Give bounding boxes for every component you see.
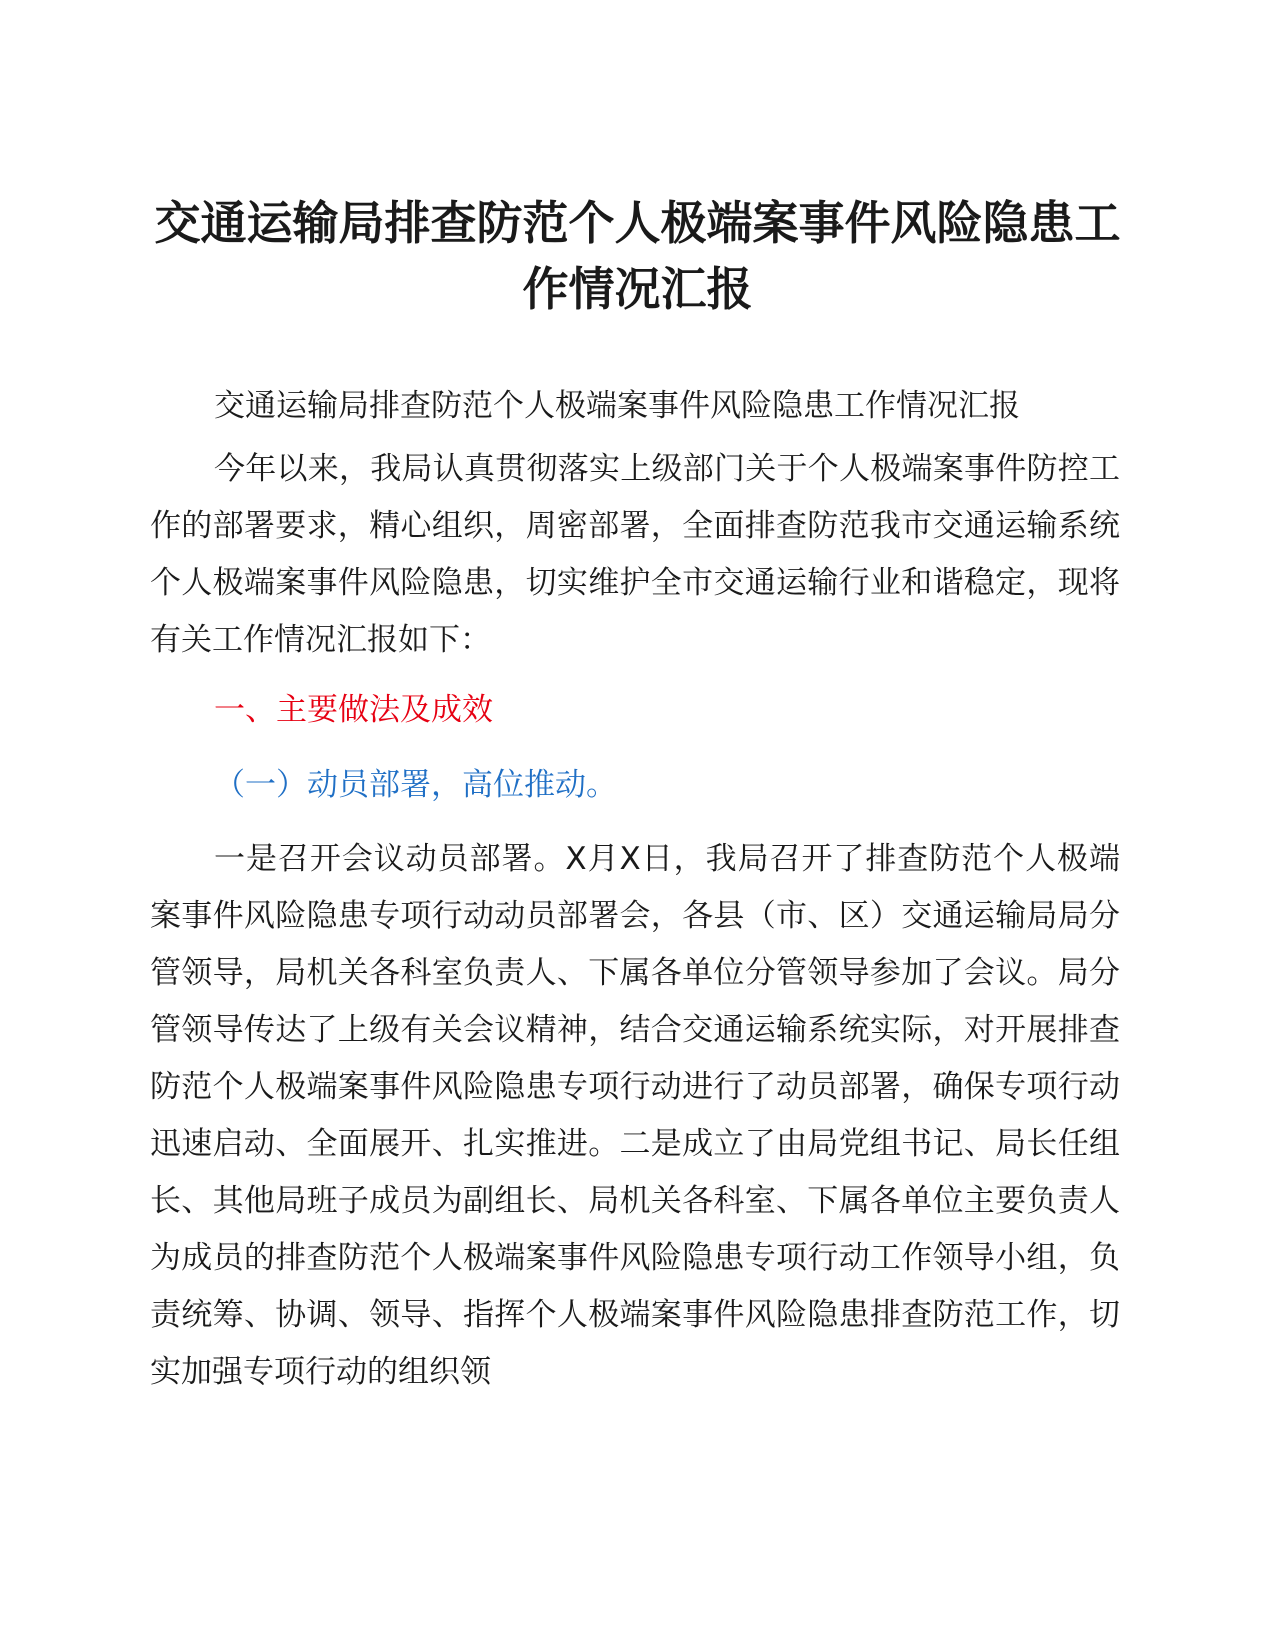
subsection-heading: （一）动员部署，高位推动。 xyxy=(214,767,617,803)
intro-paragraph: 今年以来，我局认真贯彻落实上级部门关于个人极端案事件防控工作的部署要求，精心组织，周密部署，全面排查防范我市交通运输系统个人极端案事件风险隐患，切实维护全市交通运输行业和谐稳定，现将有关工作情况汇报如下： xyxy=(150,451,1120,658)
section-heading: 一、主要做法及成效 xyxy=(214,692,493,728)
document-subtitle: 交通运输局排查防范个人极端案事件风险隐患工作情况汇报 xyxy=(214,388,1020,424)
document-title: 交通运输局排查防范个人极端案事件风险隐患工作情况汇报 xyxy=(154,196,1121,316)
body-paragraph: 一是召开会议动员部署。X月X日，我局召开了排查防范个人极端案事件风险隐患专项行动动员部署会，各县（市、区）交通运输局局分管领导，局机关各科室负责人、下属各单位分管领导参加了会议。局分管领导传达了上级有关会议精神，结合交通运输系统实际，对开展排查防范个人极端案事件风险隐患专项行动进行了动员部署，确保专项行动迅速启动、全面展开、扎实推进。二是成立了由局党组书记、局长任组长、其他局班子成员为副组长、局机关各科室、下属各单位主要负责人为成员的排查防范个人极端案事件风险隐患专项行动工作领导小组，负责统筹、协调、领导、指挥个人极端案事件风险隐患排查防范工作，切实加强专项行动的组织领 xyxy=(150,841,1120,1390)
